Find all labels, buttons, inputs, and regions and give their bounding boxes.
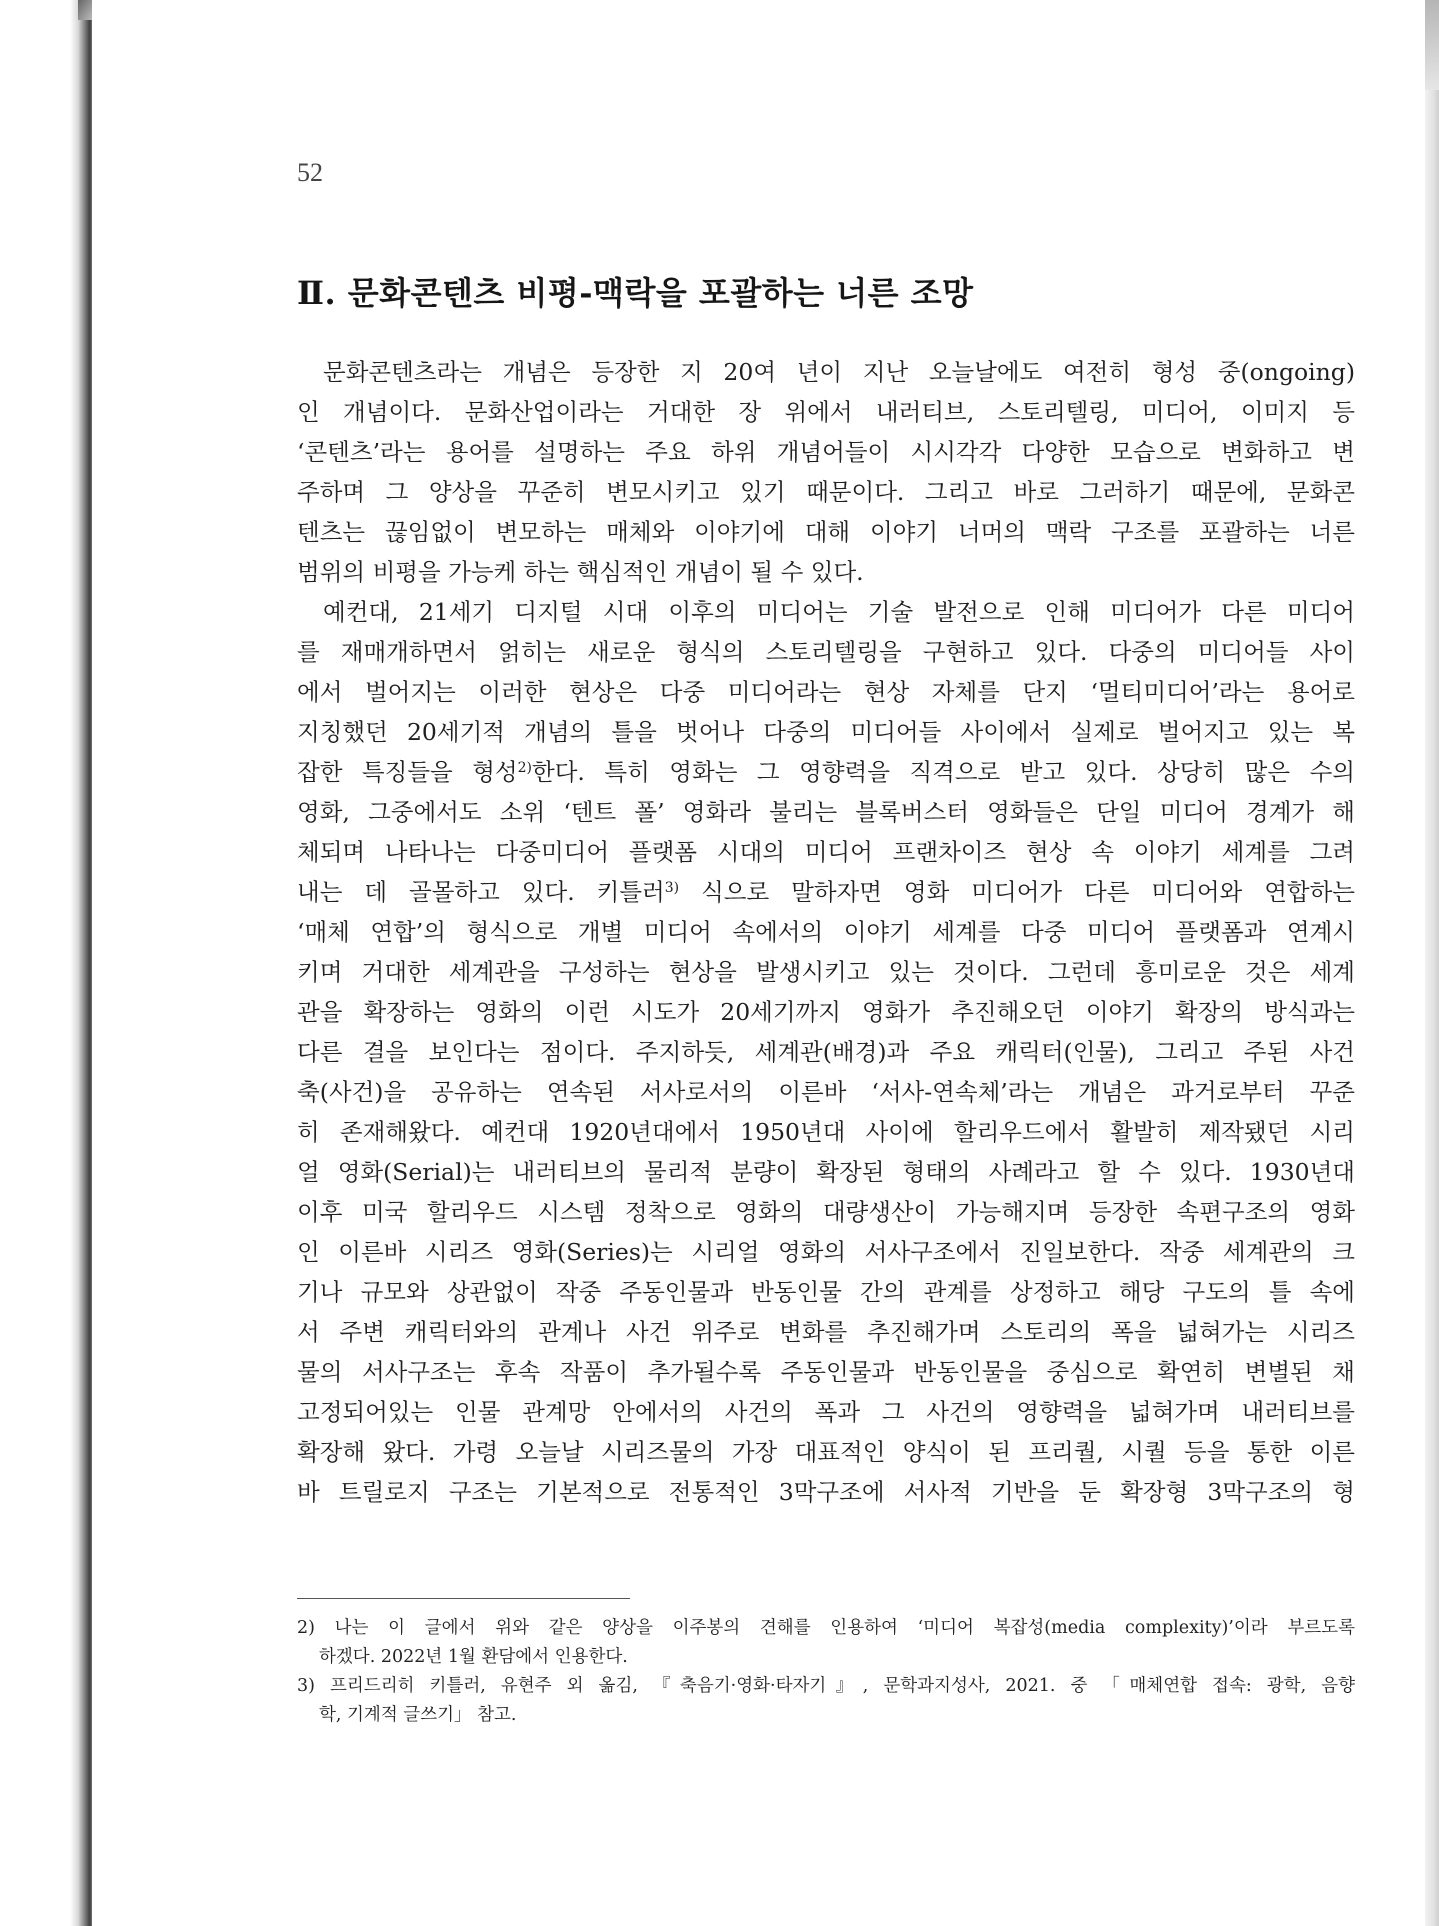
body-line-text: 인 개념이다. 문화산업이라는 거대한 장 위에서 내러티브, 스토리텔링, 미디어, 이미지 등 [297, 398, 1355, 426]
body-line-text: 축(사건)을 공유하는 연속된 서사로서의 이른바 ‘서사-연속체’라는 개념은 과거로부터 꾸준 [297, 1078, 1355, 1106]
body-line [297, 632, 1355, 672]
body-line [297, 592, 1355, 632]
footnote-marker[interactable]: 3) [664, 880, 680, 896]
body-line-text: 관을 확장하는 영화의 이런 시도가 20세기까지 영화가 추진해오던 이야기 확장의 방식과는 [297, 998, 1355, 1026]
body-line-text: 내는 데 골몰하고 있다. 키틀러 [297, 878, 665, 906]
body-line-text: 물의 서사구조는 후속 작품이 추가될수록 주동인물과 반동인물을 중심으로 확연히 변별된 채 [297, 1358, 1355, 1386]
body-line [297, 1232, 1355, 1272]
body-line [297, 1072, 1355, 1112]
body-line-text: 를 재매개하면서 얽히는 새로운 형식의 스토리텔링을 구현하고 있다. 다중의 미디어들 사이 [297, 638, 1355, 666]
body-line-text: 인 이른바 시리즈 영화(Series)는 시리얼 영화의 서사구조에서 진일보한다. 작중 세계관의 크 [297, 1238, 1355, 1266]
body-line-text-after: 식으로 말하자면 영화 미디어가 다른 미디어와 연합하는 [679, 878, 1355, 906]
body-line-text: 이후 미국 할리우드 시스템 정착으로 영화의 대량생산이 가능해지며 등장한 속편구조의 영화 [297, 1198, 1355, 1226]
body-line [297, 352, 1355, 392]
page-corner-fold [78, 0, 92, 20]
footnote-line: 학, 기계적 글쓰기」 참고. [319, 1705, 517, 1725]
page-edge-shadow-right [1425, 0, 1439, 1926]
body-line-text: 키며 거대한 세계관을 구성하는 현상을 발생시키고 있는 것이다. 그런데 흥미로운 것은 세계 [297, 958, 1355, 986]
body-line [297, 552, 1355, 592]
body-line [297, 712, 1355, 752]
body-line-text: 영화, 그중에서도 소위 ‘텐트 폴’ 영화라 불리는 블록버스터 영화들은 단일 미디어 경계가 해 [297, 798, 1355, 826]
body-line [297, 392, 1355, 432]
body-line [297, 1152, 1355, 1192]
footnote-line: 하겠다. 2022년 1월 환담에서 인용한다. [319, 1647, 628, 1667]
body-line-text: 문화콘텐츠라는 개념은 등장한 지 20여 년이 지난 오늘날에도 여전히 형성 중(ongoing) [323, 358, 1355, 386]
body-line [297, 1192, 1355, 1232]
body-line-text: 텐츠는 끊임없이 변모하는 매체와 이야기에 대해 이야기 너머의 맥락 구조를 포괄하는 너른 [297, 518, 1355, 546]
body-line-text: 확장해 왔다. 가령 오늘날 시리즈물의 가장 대표적인 양식이 된 프리퀄, 시퀄 등을 통한 이른 [297, 1438, 1355, 1466]
body-line [297, 1272, 1355, 1312]
body-line [297, 872, 1355, 912]
body-line-text: 범위의 비평을 가능케 하는 핵심적인 개념이 될 수 있다. [297, 558, 864, 586]
body-line-text: 체되며 나타나는 다중미디어 플랫폼 시대의 미디어 프랜차이즈 현상 속 이야기 세계를 그려 [297, 838, 1355, 866]
body-text [297, 352, 1355, 1512]
body-line-text: 얼 영화(Serial)는 내러티브의 물리적 분량이 확장된 형태의 사례라고 할 수 있다. 1930년대 [297, 1158, 1355, 1186]
body-line [297, 1312, 1355, 1352]
body-line [297, 1432, 1355, 1472]
body-line-text: 기나 규모와 상관없이 작중 주동인물과 반동인물 간의 관계를 상정하고 해당 구도의 틀 속에 [297, 1278, 1355, 1306]
body-line [297, 1352, 1355, 1392]
body-line-text: 다른 결을 보인다는 점이다. 주지하듯, 세계관(배경)과 주요 캐릭터(인물), 그리고 주된 사건 [297, 1038, 1355, 1066]
body-line-text: 에서 벌어지는 이러한 현상은 다중 미디어라는 현상 자체를 단지 ‘멀티미디어’라는 용어로 [297, 678, 1355, 706]
body-line [297, 752, 1355, 792]
body-line [297, 952, 1355, 992]
body-line-text: 주하며 그 양상을 꾸준히 변모시키고 있기 때문이다. 그리고 바로 그러하기 때문에, 문화콘 [297, 478, 1355, 506]
body-line [297, 832, 1355, 872]
body-line [297, 1472, 1355, 1512]
page-edge-corner-right [1423, 0, 1439, 90]
footnote-divider [297, 1598, 630, 1599]
body-line [297, 912, 1355, 952]
page-edge-shadow-left [0, 0, 92, 1926]
body-line [297, 1112, 1355, 1152]
body-line-text: 예컨대, 21세기 디지털 시대 이후의 미디어는 기술 발전으로 인해 미디어가 다른 미디어 [323, 598, 1355, 626]
section-title: Ⅱ. 문화콘텐츠 비평-맥락을 포괄하는 너른 조망 [297, 274, 974, 312]
body-line [297, 432, 1355, 472]
body-line [297, 512, 1355, 552]
footnote-marker[interactable]: 2) [517, 760, 533, 776]
body-line [297, 472, 1355, 512]
body-line-text: 잡한 특징들을 형성 [297, 758, 518, 786]
body-line-text: ‘매체 연합’의 형식으로 개별 미디어 속에서의 이야기 세계를 다중 미디어 플랫폼과 연계시 [297, 918, 1355, 946]
footnotes [297, 1614, 1355, 1730]
body-line [297, 992, 1355, 1032]
body-line-text: 서 주변 캐릭터와의 관계나 사건 위주로 변화를 추진해가며 스토리의 폭을 넓혀가는 시리즈 [297, 1318, 1355, 1346]
body-line [297, 672, 1355, 712]
document-page [92, 0, 1425, 1926]
body-line-text-after: 한다. 특히 영화는 그 영향력을 직격으로 받고 있다. 상당히 많은 수의 [532, 758, 1355, 786]
body-line-text: 히 존재해왔다. 예컨대 1920년대에서 1950년대 사이에 할리우드에서 활발히 제작됐던 시리 [297, 1118, 1355, 1146]
body-line-text: ‘콘텐츠’라는 용어를 설명하는 주요 하위 개념어들이 시시각각 다양한 모습으로 변화하고 변 [297, 438, 1355, 466]
page-number: 52 [297, 158, 323, 187]
body-line-text: 고정되어있는 인물 관계망 안에서의 사건의 폭과 그 사건의 영향력을 넓혀가며 내러티브를 [297, 1398, 1355, 1426]
body-line [297, 1392, 1355, 1432]
body-line [297, 792, 1355, 832]
body-line [297, 1032, 1355, 1072]
footnote-line: 2) 나는 이 글에서 위와 같은 양상을 이주봉의 견해를 인용하여 ‘미디어 복잡성(media complexity)’이라 부르도록 [297, 1618, 1355, 1638]
body-line-text: 바 트릴로지 구조는 기본적으로 전통적인 3막구조에 서사적 기반을 둔 확장형 3막구조의 형 [297, 1478, 1355, 1506]
footnote-line: 3) 프리드리히 키틀러, 유현주 외 옮김, 『축음기·영화·타자기』, 문학과지성사, 2021. 중 「매체연합 접속: 광학, 음향 [297, 1676, 1355, 1696]
body-line-text: 지칭했던 20세기적 개념의 틀을 벗어나 다중의 미디어들 사이에서 실제로 벌어지고 있는 복 [297, 718, 1355, 746]
